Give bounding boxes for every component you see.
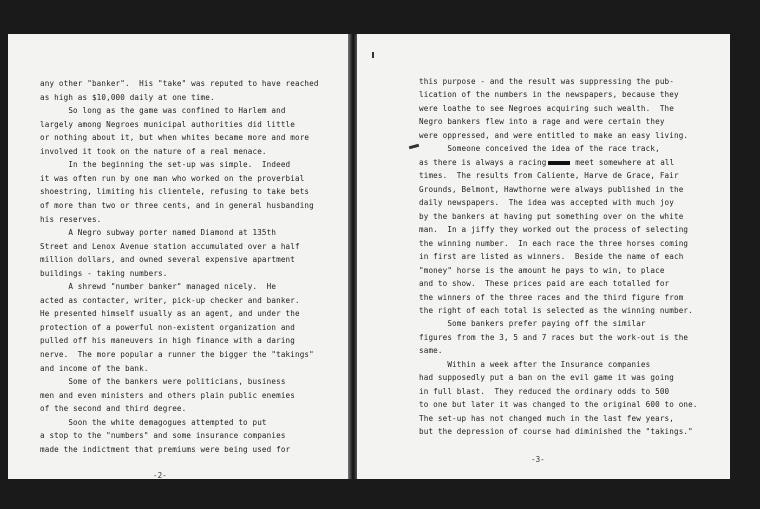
left-page-number: -2-: [153, 471, 167, 480]
right-text-line: The set-up has not changed much in the last few years,: [419, 413, 674, 423]
left-text-line: any other "banker". His "take" was reputed to have reached: [40, 79, 319, 88]
right-text-line: figures from the 3, 5 and 7 races but the work-out is the: [419, 332, 689, 342]
left-text-line: his reserves.: [40, 214, 102, 224]
right-text-line: by the bankers at having put something over on the white: [419, 211, 684, 221]
right-text-line: the winners of the three races and the third figure from: [419, 292, 684, 302]
right-text-line: the winning number. In each race the three horses coming: [419, 238, 689, 248]
right-text-line: daily newspapers. The idea was accepted with much joy: [419, 198, 674, 208]
left-text-line: Soon the white demagogues attempted to put: [40, 417, 267, 427]
right-text-line: same.: [419, 346, 443, 356]
right-text-line: times. The results from Caliente, Harve de Grace, Fair: [419, 171, 679, 181]
right-text-line: were oppressed, and were entitled to make an easy living.: [419, 130, 689, 140]
left-text-line: shoestring, limiting his clientele, refusing to take bets: [40, 187, 310, 197]
left-text-line: involved it took on the nature of a real menace.: [40, 146, 267, 156]
left-text-line: Street and Lenox Avenue station accumulated over a half: [40, 241, 300, 251]
left-text-line: or nothing about it, but when whites became more and more: [40, 133, 310, 143]
right-text-line: as there is always a racing meet somewhere at all: [419, 157, 675, 167]
left-text-line: So long as the game was confined to Harlem and: [40, 106, 286, 116]
right-text-line: the right of each total is selected as the winning number.: [419, 305, 693, 315]
margin-mark: [372, 52, 374, 58]
left-text-line: A Negro subway porter named Diamond at 135th: [40, 228, 277, 238]
right-text-line: had supposedly put a ban on the evil game it was going: [419, 373, 674, 383]
left-text-line: of more than two or three cents, and in general husbanding: [40, 200, 314, 210]
left-text-line: nerve. The more popular a runner the bigger the "takings": [40, 350, 314, 359]
left-text-line: He presented himself usually as an agent, and under the: [40, 309, 300, 319]
left-text-line: In the beginning the set-up was simple. Indeed: [40, 160, 291, 170]
right-text-line: man. In a jiffy they worked out the process of selecting: [419, 225, 689, 235]
right-page-number: -3-: [531, 455, 545, 464]
left-text-line: protection of a powerful non-existent organization and: [40, 322, 295, 332]
right-text-line: but the depression of course had diminished the "takings.": [419, 427, 693, 437]
right-text-line: Negro bankers flew into a rage and were certain they: [419, 117, 665, 127]
right-text-line: Someone conceived the idea of the race track,: [419, 144, 660, 154]
line-suffix: meet somewhere at all: [570, 157, 675, 167]
right-text-line: Within a week after the Insurance companies: [419, 359, 651, 369]
right-text-line: were loathe to see Negroes acquiring such wealth. The: [419, 103, 674, 113]
left-text-line: a stop to the "numbers" and some insurance companies: [40, 431, 286, 441]
right-text-line: Grounds, Belmont, Hawthorne were always published in the: [419, 184, 684, 194]
left-text-line: and income of the bank.: [40, 363, 149, 373]
left-text-line: Some of the bankers were politicians, business: [40, 377, 286, 387]
left-text-line: buildings - taking numbers.: [40, 268, 168, 278]
right-text-line: in full blast. They reduced the ordinary odds to 500: [419, 386, 670, 396]
book-gutter: [348, 34, 357, 479]
right-text-line: to one but later it was changed to the original 600 to one.: [419, 400, 698, 410]
left-text-line: acted as contacter, writer, pick-up checker and banker.: [40, 295, 300, 305]
left-text-line: men and even ministers and others plain public enemies: [40, 390, 295, 400]
right-text-line: and to show. These prices paid are each totalled for: [419, 279, 670, 289]
left-text-line: million dollars, and owned several expensive apartment: [40, 255, 295, 265]
right-text-line: Some bankers prefer paying off the similar: [419, 319, 646, 329]
left-text-line: largely among Negroes municipal authorities did little: [40, 119, 295, 129]
left-text-line: made the indictment that premiums were being used for: [40, 444, 291, 454]
left-text-line: pulled off his maneuvers in high finance with a daring: [40, 336, 295, 346]
left-text-line: of the second and third degree.: [40, 404, 187, 414]
right-text-line: in first are listed as winners. Beside the name of each: [419, 252, 684, 262]
right-text-line: lication of the numbers in the newspapers, because they: [419, 90, 679, 100]
redaction-mark: [548, 161, 570, 165]
right-text-line: "money" horse is the amount he pays to win, to place: [419, 265, 665, 275]
left-text-line: it was often run by one man who worked on the proverbial: [40, 173, 305, 183]
right-text-line: this purpose - and the result was suppressing the pub-: [419, 77, 674, 86]
left-text-line: as high as $10,000 daily at one time.: [40, 92, 215, 102]
left-text-line: A shrewd "number banker" managed nicely. He: [40, 282, 277, 292]
